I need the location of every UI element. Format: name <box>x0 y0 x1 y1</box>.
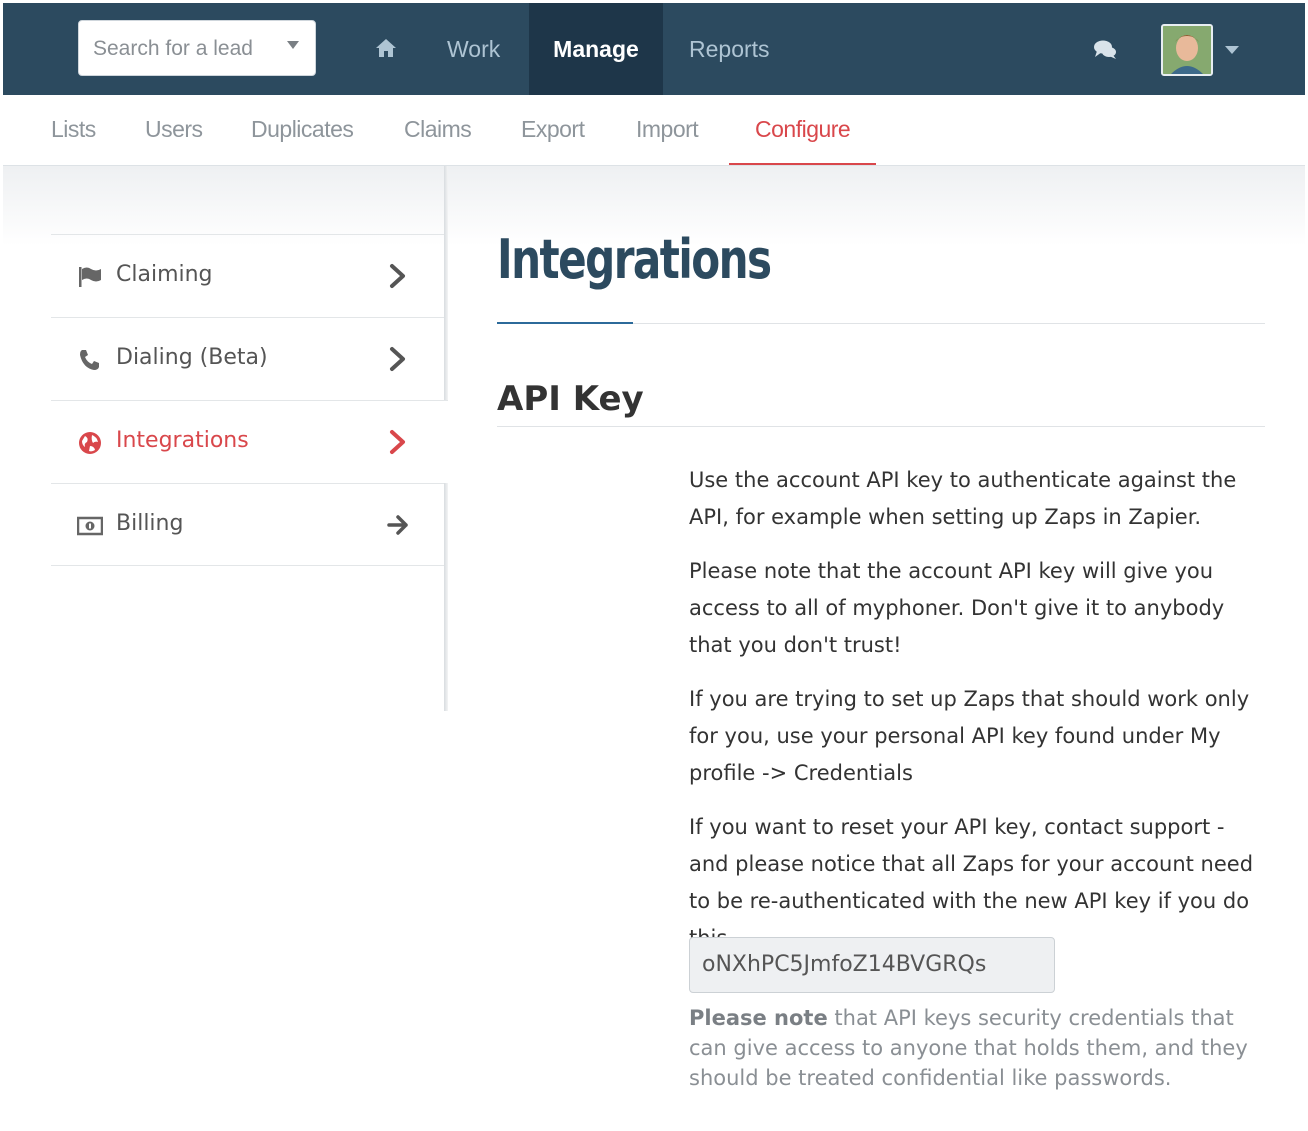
avatar-caret-icon[interactable] <box>1225 46 1239 54</box>
sidebar-item-label: Dialing (Beta) <box>116 345 268 370</box>
chat-icon[interactable] <box>1092 39 1118 61</box>
section-divider <box>497 426 1265 427</box>
search-lead-dropdown[interactable] <box>78 20 316 76</box>
home-icon[interactable] <box>375 37 397 59</box>
nav-work[interactable]: Work <box>447 36 501 62</box>
paragraph: If you want to reset your API key, contact support - and please notice that all Zaps for your account need to be re-authenticated with the new API key if you do <box>689 815 1254 913</box>
nav-reports[interactable]: Reports <box>689 36 770 62</box>
money-icon <box>77 514 103 538</box>
sidebar-item-label: Billing <box>116 511 184 536</box>
section-title: API Key <box>497 379 644 419</box>
sidebar-item-integrations[interactable] <box>51 400 448 483</box>
chevron-right-icon <box>387 263 409 289</box>
subnav-import[interactable]: Import <box>636 116 699 142</box>
page-title: Integrations <box>497 228 771 291</box>
sidebar-item-dialing[interactable] <box>51 317 444 400</box>
config-sidebar <box>51 234 444 566</box>
arrow-right-icon <box>387 512 409 538</box>
api-key-field[interactable]: oNXhPC5JmfoZ14BVGRQs <box>689 937 1055 993</box>
phone-icon <box>77 348 103 372</box>
subnav-claims[interactable]: Claims <box>404 116 472 142</box>
top-navbar <box>3 3 1305 95</box>
sidebar-item-label: Claiming <box>116 262 213 287</box>
title-divider-accent <box>497 322 633 324</box>
sidebar-item-billing[interactable] <box>51 483 444 566</box>
subnav-users[interactable]: Users <box>145 116 203 142</box>
flag-icon <box>77 265 103 289</box>
subnav <box>3 95 1305 166</box>
note-bold: Please note <box>689 1006 828 1030</box>
paragraph: Please note that the account API key will give you access to all of myphoner. Don't give it to anybody that you don't trust! <box>689 559 1225 657</box>
security-note <box>689 1003 1269 1093</box>
sidebar-item-claiming[interactable] <box>51 234 444 317</box>
user-photo-icon <box>1163 26 1211 74</box>
subnav-export[interactable]: Export <box>521 116 585 142</box>
avatar[interactable] <box>1161 24 1213 76</box>
globe-icon <box>77 431 103 455</box>
paragraph: Use the account API key to authenticate against the API, for example when setting up Zaps in Zapier. <box>689 468 1237 529</box>
note-text: that API keys security credentials that can give access to anyone that holds them, and they should be treated confidential like passwords. <box>689 1006 1248 1090</box>
subnav-duplicates[interactable]: Duplicates <box>251 116 354 142</box>
search-placeholder: Search for a lead <box>93 37 253 60</box>
subnav-lists[interactable]: Lists <box>51 116 96 142</box>
api-key-description <box>689 462 1269 974</box>
chevron-right-icon <box>387 346 409 372</box>
chevron-right-icon <box>387 429 409 455</box>
subnav-configure[interactable]: Configure <box>729 95 876 165</box>
caret-down-icon <box>287 41 299 49</box>
nav-manage[interactable]: Manage <box>529 3 663 95</box>
paragraph: If you are trying to set up Zaps that should work only for you, use your personal API key found under My profile -> Credentials <box>689 687 1250 785</box>
sidebar-item-label: Integrations <box>116 428 249 453</box>
